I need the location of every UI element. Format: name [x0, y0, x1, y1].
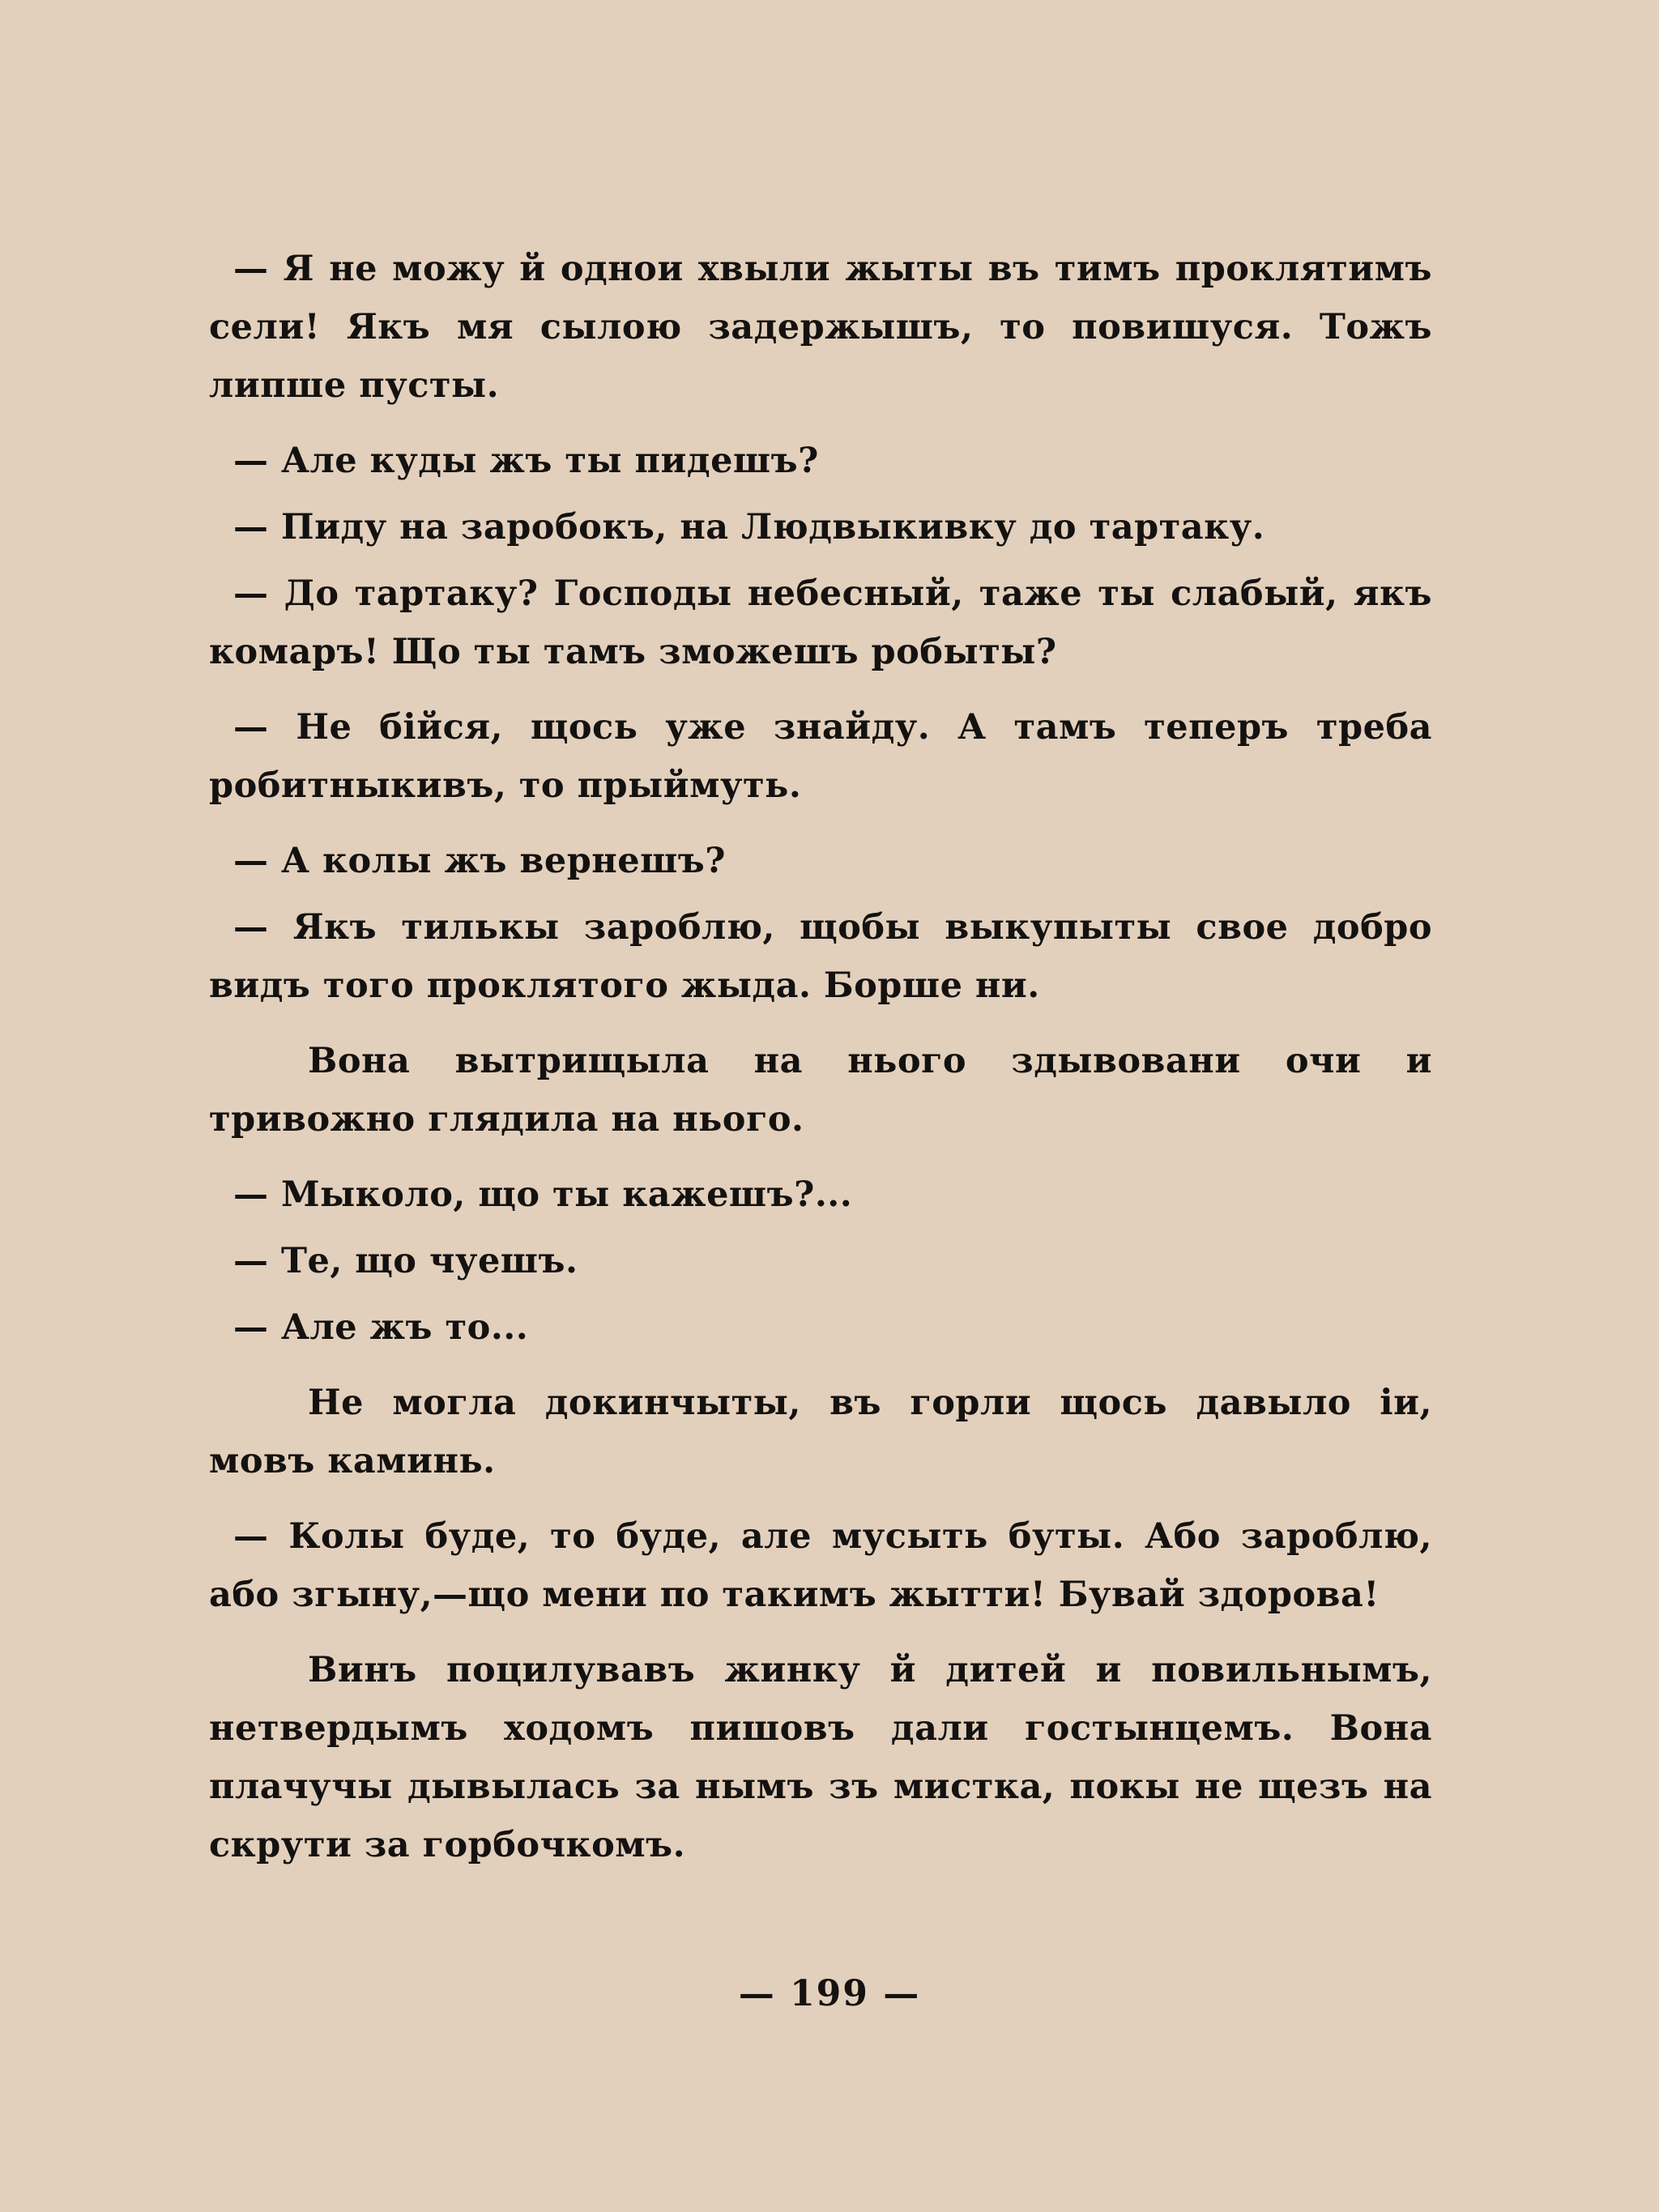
paragraph-2: — Але куды жъ ты пидешъ?: [233, 441, 819, 481]
paragraph-7: — Якъ тилькы зароблю, щобы выкупыты свое добро видъ того проклятого жыда. Борше ни.: [209, 907, 1432, 1006]
paragraph-13: — Колы буде, то буде, але мусыть буты. Або зароблю, або згыну,—що мени по такимъ жытти! Бувай здорова!: [209, 1516, 1432, 1615]
paragraph-1: — Я не можу й однои хвыли жыты въ тимъ проклятимъ сели! Якъ мя сылою задержышъ, то повишуся. Тожъ липше пусты.: [209, 249, 1432, 406]
paragraph-8: Вона вытрищыла на нього здывовани очи и тривожно глядила на нього.: [209, 1041, 1432, 1140]
paragraph-4: — До тартаку? Господы небесный, таже ты слабый, якъ комаръ! Що ты тамъ зможешъ робыты?: [209, 573, 1432, 672]
paragraph-3: — Пиду на заробокъ, на Людвыкивку до тартаку.: [233, 507, 1265, 548]
paragraph-11: — Але жъ то...: [233, 1307, 529, 1348]
paragraph-5: — Не бійся, щось уже знайду. А тамъ теперъ треба робитныкивъ, то прыймуть.: [209, 707, 1432, 806]
paragraph-10: — Те, що чуешъ.: [233, 1241, 578, 1281]
paragraph-6: — А колы жъ вернешъ?: [233, 841, 726, 881]
paragraph-12: Не могла докинчыты, въ горли щось давыло іи, мовъ каминь.: [209, 1383, 1432, 1481]
page-number: — 199 —: [738, 1973, 921, 2014]
paragraph-14: Винъ поцилувавъ жинку й дитей и повильнымъ, нетвердымъ ходомъ пишовъ дали гостынцемъ. Вона плачучы дывылась за нымъ зъ мистка, покы не щезъ на скрути за горбочкомъ.: [209, 1650, 1432, 1865]
page-body-text: [209, 240, 1432, 1891]
paragraph-9: — Мыколо, що ты кажешъ?...: [233, 1174, 853, 1215]
